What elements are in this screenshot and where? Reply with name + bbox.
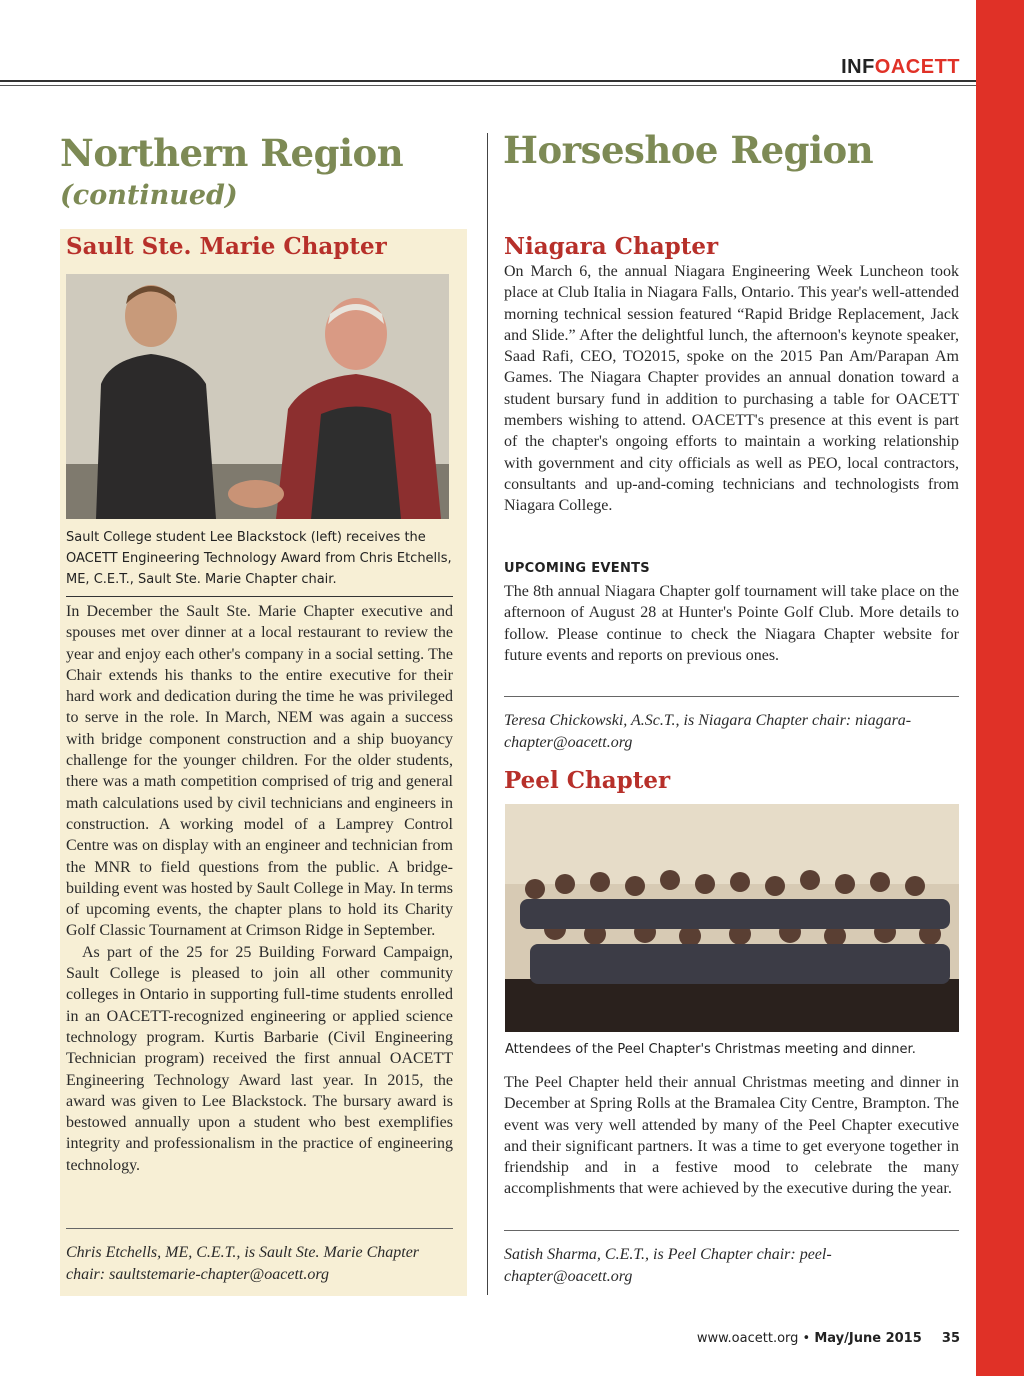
sault-signature: Chris Etchells, ME, C.E.T., is Sault Ste. Marie Chapter chair: saultstemarie-chapter@oacett.org — [66, 1244, 420, 1283]
award-photo-caption: Sault College student Lee Blackstock (left) receives the OACETT Engineering Technology Award from Chris Etchells, ME, C.E.T., Sault Ste. Marie Chapter chair. — [66, 530, 452, 587]
niagara-signature-rule — [504, 696, 959, 697]
northern-region-subtitle: (continued) — [60, 180, 238, 211]
sault-signature-rule — [66, 1228, 453, 1229]
peel-signature-rule — [504, 1230, 959, 1231]
masthead-brand: OACETT — [874, 56, 960, 78]
caption-rule — [66, 596, 453, 597]
niagara-upcoming-paragraph: The 8th annual Niagara Chapter golf tournament will take place on the afternoon of August 28 at Hunter's Pointe Golf Club. More details to follow. Please continue to check the Niagara Chapter website for future events and reports on previous ones. — [504, 583, 959, 664]
header-rule — [0, 80, 976, 82]
niagara-signature: Teresa Chickowski, A.Sc.T., is Niagara Chapter chair: niagara-chapter@oacett.org — [504, 712, 912, 751]
peel-group-photo — [505, 804, 959, 1032]
sault-chapter-title: Sault Ste. Marie Chapter — [66, 233, 387, 260]
peel-photo-caption: Attendees of the Peel Chapter's Christmas meeting and dinner. — [505, 1042, 916, 1057]
niagara-article-body — [504, 261, 959, 517]
masthead — [841, 56, 960, 79]
award-photo-illustration — [66, 274, 449, 519]
upcoming-events-heading: UPCOMING EVENTS — [504, 561, 650, 576]
northern-region-title: Northern Region — [60, 131, 404, 175]
niagara-chapter-title: Niagara Chapter — [504, 233, 719, 260]
peel-paragraph: The Peel Chapter held their annual Christmas meeting and dinner in December at Spring Rolls at the Bramalea City Centre, Brampton. The event was very well attended by many of the Peel Chapter executive and their significant partners. It was a time to get everyone together in friendship and in a festive mood to celebrate the many accomplishments that were achieved by the executive during the year. — [504, 1074, 959, 1198]
masthead-prefix: INF — [841, 56, 875, 78]
sault-article-body — [66, 601, 453, 1176]
niagara-paragraph: On March 6, the annual Niagara Engineering Week Luncheon took place at Club Italia in Niagara Falls, Ontario. This year's well-attended morning technical session featured “Rapid Bridge Replacement, Jack and Slide.” After the delightful lunch, the afternoon's keynote speaker, Saad Rafi, CEO, TO2015, spoke on the 2015 Pan Am/Parapan Am Games. The Niagara Chapter provides an annual donation toward a student bursary fund in addition to purchasing a table for OACETT members wishing to attend. OACETT's presence at this event is part of the chapter's ongoing efforts to maintain a working relationship with government and city officials as well as PEO, local contractors, consultants and up-and-coming technicians and technologists from Niagara College. — [504, 263, 959, 515]
niagara-upcoming-body — [504, 581, 959, 666]
peel-chapter-title: Peel Chapter — [504, 767, 671, 794]
page-edge-red-bar — [976, 0, 1024, 1376]
footer-issue: May/June 2015 — [814, 1331, 922, 1346]
sault-paragraph-2: As part of the 25 for 25 Building Forward Campaign, Sault College is pleased to join all other community colleges in Ontario in supporting full-time students enrolled in an OACETT-recognized engineering or applied science technology program. Kurtis Barbarie (Civil Engineering Technician program) received the first annual OACETT Engineering Technology Award last year. In 2015, the award was given to Lee Blackstock. The bursary award is bestowed annually upon a student who best exemplifies integrity and professionalism in the practice of engineering technology. — [66, 943, 453, 1174]
page-footer — [697, 1331, 960, 1346]
peel-signature: Satish Sharma, C.E.T., is Peel Chapter chair: peel-chapter@oacett.org — [504, 1246, 832, 1285]
page-number: 35 — [941, 1331, 960, 1346]
peel-group-photo-illustration — [505, 804, 959, 1032]
sault-paragraph-1: In December the Sault Ste. Marie Chapter executive and spouses met over dinner at a local restaurant to review the year and enjoy each other's company in a social setting. The Chair extends his thanks to the entire executive for their hard work and dedication during the time he was privileged to serve in the role. In March, NEM was again a success with bridge component construction and a ship buoyancy challenge for the younger children. For the older students, there was a math competition comprised of trig and general math calculations used by civil technicians and engineers in construction. A working model of a Lamprey Control Centre was on display with an engineer and technician from the MNR to field questions from the public. A bridge-building event was hosted by Sault College in May. In terms of upcoming events, the chapter plans to hold its Charity Golf Classic Tournament at Crimson Ridge in September. — [66, 603, 453, 940]
header-rule-thin — [0, 85, 976, 86]
footer-website: www.oacett.org — [696, 1331, 799, 1346]
horseshoe-region-title: Horseshoe Region — [503, 128, 874, 172]
footer-separator: • — [802, 1331, 811, 1346]
column-divider — [487, 133, 488, 1295]
award-photo — [66, 274, 449, 519]
peel-article-body — [504, 1072, 959, 1200]
